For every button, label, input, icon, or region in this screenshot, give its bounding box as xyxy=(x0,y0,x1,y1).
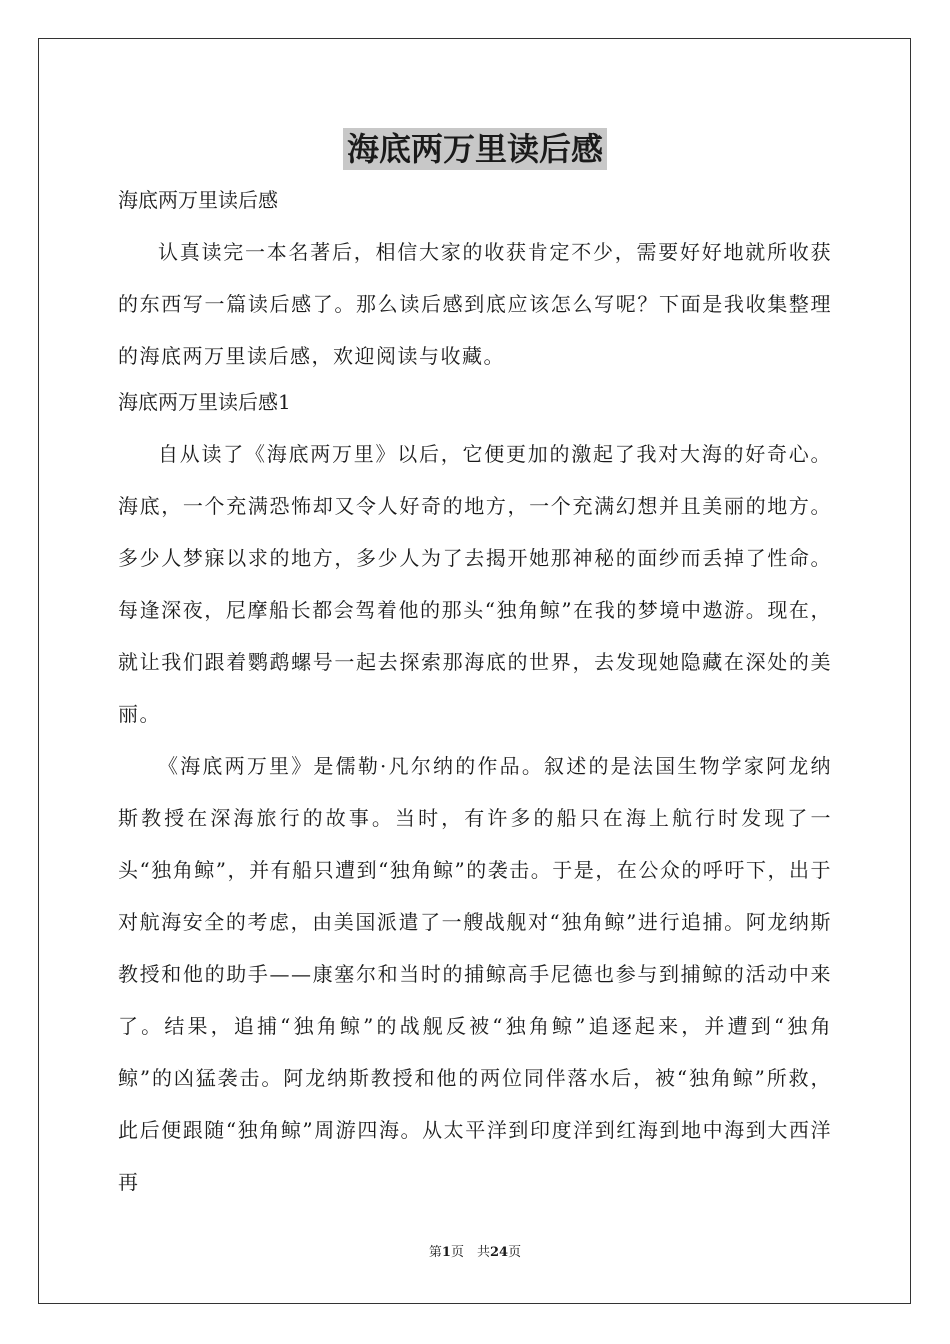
page-current: 1 xyxy=(441,1245,451,1260)
page-total: 24 xyxy=(489,1245,509,1260)
page-prefix: 第 xyxy=(428,1245,442,1260)
document-subtitle: 海底两万里读后感 xyxy=(118,188,278,212)
page-mid: 页 共 xyxy=(450,1245,490,1260)
page-footer xyxy=(0,1244,950,1262)
document-body xyxy=(118,180,832,1208)
document-title: 海底两万里读后感 xyxy=(343,128,607,170)
page-suffix: 页 xyxy=(508,1245,522,1260)
section1-paragraph-2: 《海底两万里》是儒勒·凡尔纳的作品。叙述的是法国生物学家阿龙纳斯教授在深海旅行的故事。当时，有许多的船只在海上航行时发现了一头“独角鲸”，并有船只遭到“独角鲸”的袭击。于是，在公众的呼吁下，出于对航海安全的考虑，由美国派遣了一艘战舰对“独角鲸”进行追捕。阿龙纳斯教授和他的助手——康塞尔和当时的捕鲸高手尼德也参与到捕鲸的活动中来了。结果，追捕“独角鲸”的战舰反被“独角鲸”追逐起来，并遭到“独角鲸”的凶猛袭击。阿龙纳斯教授和他的两位同伴落水后，被“独角鲸”所救，此后便跟随“独角鲸”周游四海。从太平洋到印度洋到红海到地中海到大西洋再 xyxy=(118,754,832,1194)
section1-paragraph-1: 自从读了《海底两万里》以后，它便更加的激起了我对大海的好奇心。海底，一个充满恐怖却又令人好奇的地方，一个充满幻想并且美丽的地方。多少人梦寐以求的地方，多少人为了去揭开她那神秘的面纱而丢掉了性命。每逢深夜，尼摩船长都会驾着他的那头“独角鲸”在我的梦境中遨游。现在，就让我们跟着鹦鹉螺号一起去探索那海底的世界，去发现她隐藏在深处的美丽。 xyxy=(118,442,832,726)
intro-paragraph: 认真读完一本名著后，相信大家的收获肯定不少，需要好好地就所收获的东西写一篇读后感了。那么读后感到底应该怎么写呢？下面是我收集整理的海底两万里读后感，欢迎阅读与收藏。 xyxy=(118,240,832,368)
section-heading-1: 海底两万里读后感1 xyxy=(118,390,291,414)
title-container xyxy=(0,128,950,170)
